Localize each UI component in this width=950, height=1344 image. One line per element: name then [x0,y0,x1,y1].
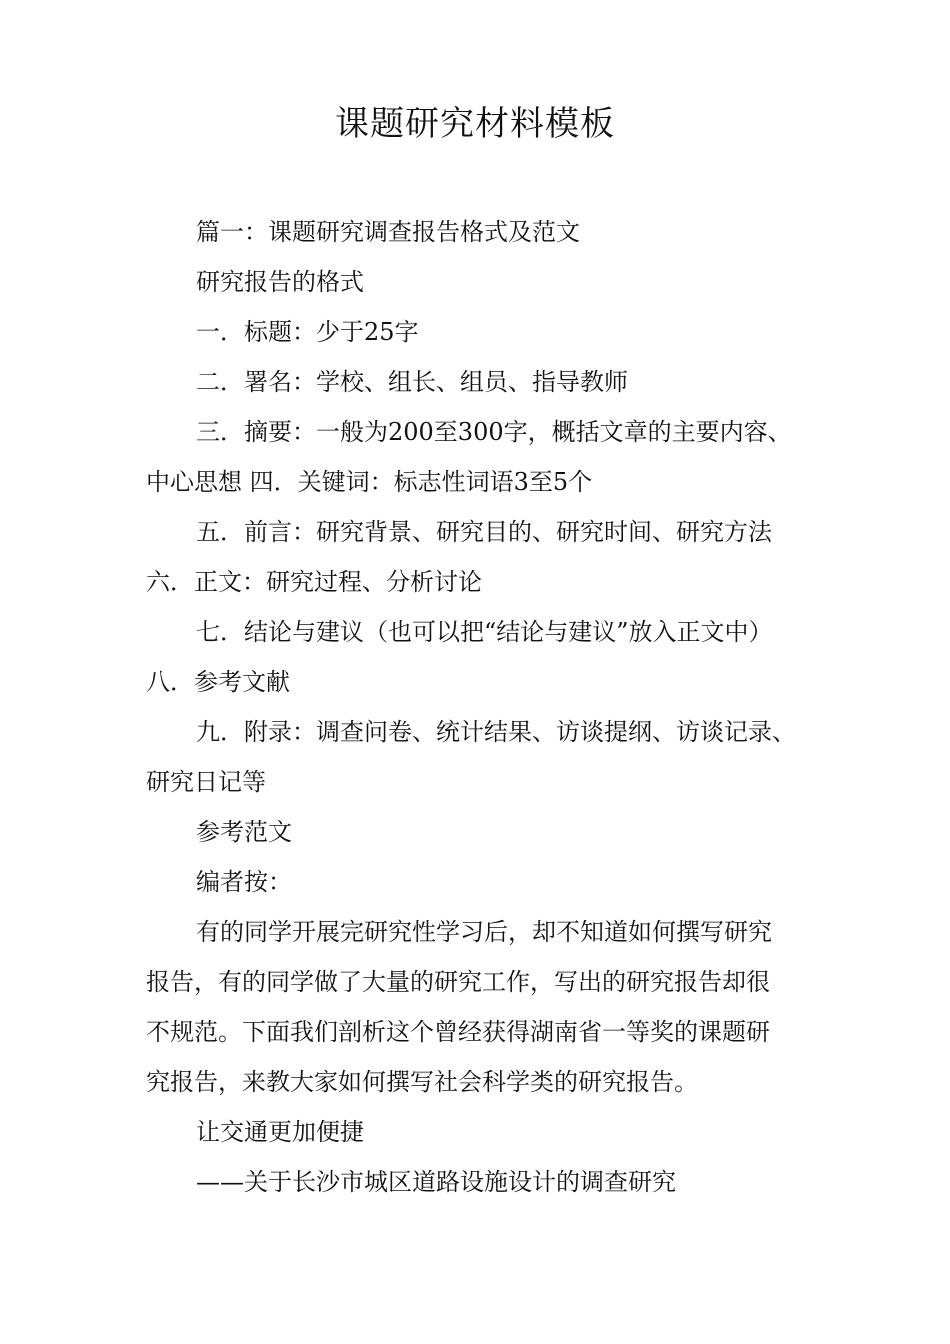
section-heading: 篇一：课题研究调查报告格式及范文 [196,218,580,246]
paragraph-line: 究报告，来教大家如何撰写社会科学类的研究报告。 [146,1068,698,1096]
paragraph-line: 有的同学开展完研究性学习后，却不知道如何撰写研究 [196,918,772,946]
list-item: 一．标题：少于25字 [196,318,419,346]
paragraph-line: 不规范。下面我们剖析这个曾经获得湖南省一等奖的课题研 [146,1018,770,1046]
list-item: 八．参考文献 [146,668,290,696]
list-item-continuation: 中心思想 四．关键词：标志性词语3至5个 [146,468,593,496]
paragraph-line: 研究报告的格式 [196,268,364,296]
paragraph-line: 编者按： [196,868,292,896]
document-body [146,207,810,1207]
paragraph-line: 参考范文 [196,818,292,846]
document-title: 课题研究材料模板 [335,104,615,144]
list-item: 二．署名：学校、组长、组员、指导教师 [196,368,628,396]
list-item: 五．前言：研究背景、研究目的、研究时间、研究方法 [196,518,772,546]
list-item: 三．摘要：一般为200至300字，概括文章的主要内容、 [196,418,792,446]
example-title: 让交通更加便捷 [196,1118,364,1146]
list-item: 七．结论与建议（也可以把“结论与建议”放入正文中） [196,618,773,646]
example-subtitle: ——关于长沙市城区道路设施设计的调查研究 [196,1168,676,1196]
list-item: 九．附录：调查问卷、统计结果、访谈提纲、访谈记录、 [196,718,796,746]
paragraph-line: 报告，有的同学做了大量的研究工作，写出的研究报告却很 [146,968,770,996]
list-item-continuation: 研究日记等 [146,768,266,796]
list-item: 六．正文：研究过程、分析讨论 [146,568,482,596]
